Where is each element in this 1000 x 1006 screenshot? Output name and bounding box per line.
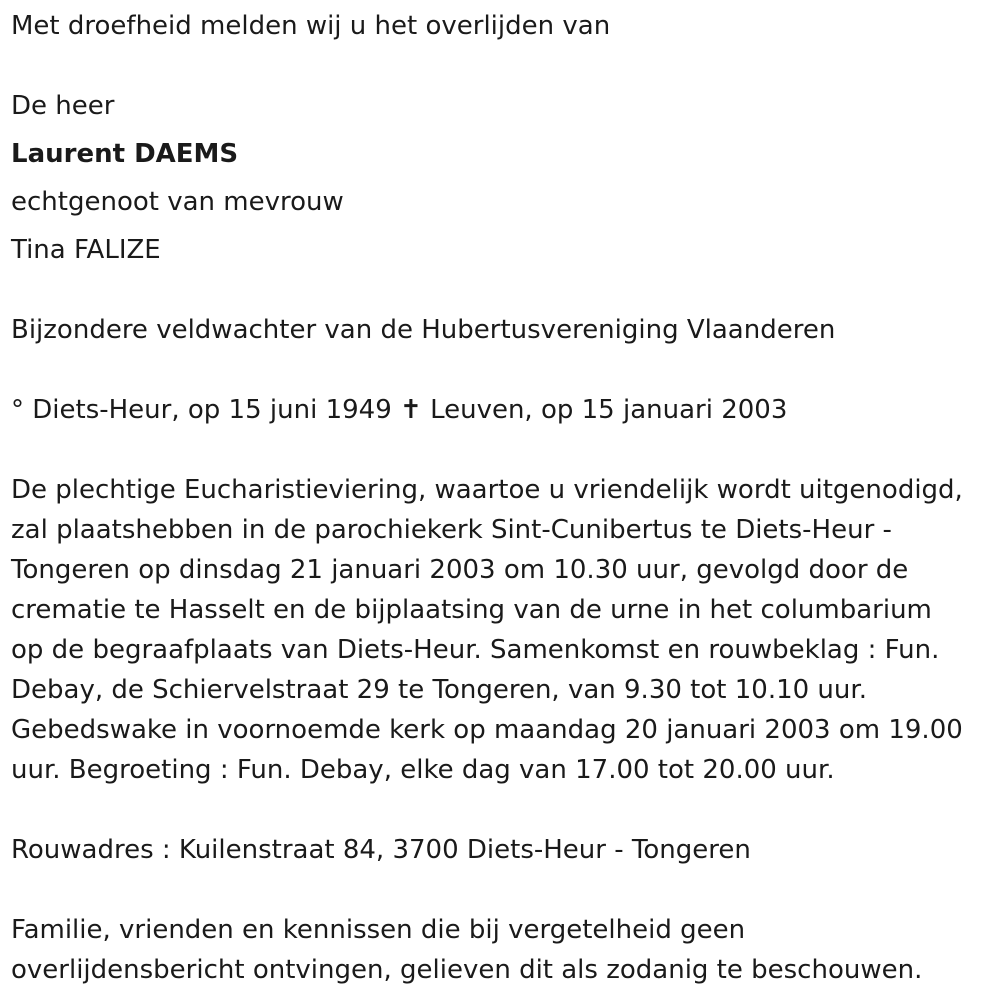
ceremony-line: Debay, de Schiervelstraat 29 te Tongeren, van 9.30 tot 10.10 uur. xyxy=(11,675,867,705)
birth-info: ° Diets-Heur, op 15 juni 1949 xyxy=(11,395,392,425)
ceremony-line: Tongeren op dinsdag 21 januari 2003 om 10.30 uur, gevolgd door de xyxy=(11,555,909,585)
closing-line: overlijdensbericht ontvingen, gelieven dit als zodanig te beschouwen. xyxy=(11,955,923,985)
spouse-name: Tina FALIZE xyxy=(11,235,161,265)
death-info: Leuven, op 15 januari 2003 xyxy=(430,395,788,425)
ceremony-line: crematie te Hasselt en de bijplaatsing van de urne in het columbarium xyxy=(11,595,932,625)
ceremony-line: uur. Begroeting : Fun. Debay, elke dag van 17.00 tot 20.00 uur. xyxy=(11,755,835,785)
ceremony-line: op de begraafplaats van Diets-Heur. Samenkomst en rouwbeklag : Fun. xyxy=(11,635,940,665)
function-text: Bijzondere veldwachter van de Hubertusvereniging Vlaanderen xyxy=(11,315,836,345)
life-dates xyxy=(11,390,787,430)
intro-text: Met droefheid melden wij u het overlijden van xyxy=(11,11,611,41)
closing-paragraph xyxy=(11,910,996,990)
salutation: De heer xyxy=(11,91,115,121)
spouse-label: echtgenoot van mevrouw xyxy=(11,187,344,217)
deceased-name: Laurent DAEMS xyxy=(11,139,239,169)
ceremony-line: zal plaatshebben in de parochiekerk Sint-Cunibertus te Diets-Heur - xyxy=(11,515,892,545)
cross-icon: ✝ xyxy=(400,395,422,425)
ceremony-paragraph xyxy=(11,470,996,790)
mourning-address: Rouwadres : Kuilenstraat 84, 3700 Diets-Heur - Tongeren xyxy=(11,835,751,865)
ceremony-line: De plechtige Eucharistieviering, waartoe u vriendelijk wordt uitgenodigd, xyxy=(11,475,963,505)
closing-line: Familie, vrienden en kennissen die bij vergetelheid geen xyxy=(11,915,746,945)
ceremony-line: Gebedswake in voornoemde kerk op maandag 20 januari 2003 om 19.00 xyxy=(11,715,963,745)
